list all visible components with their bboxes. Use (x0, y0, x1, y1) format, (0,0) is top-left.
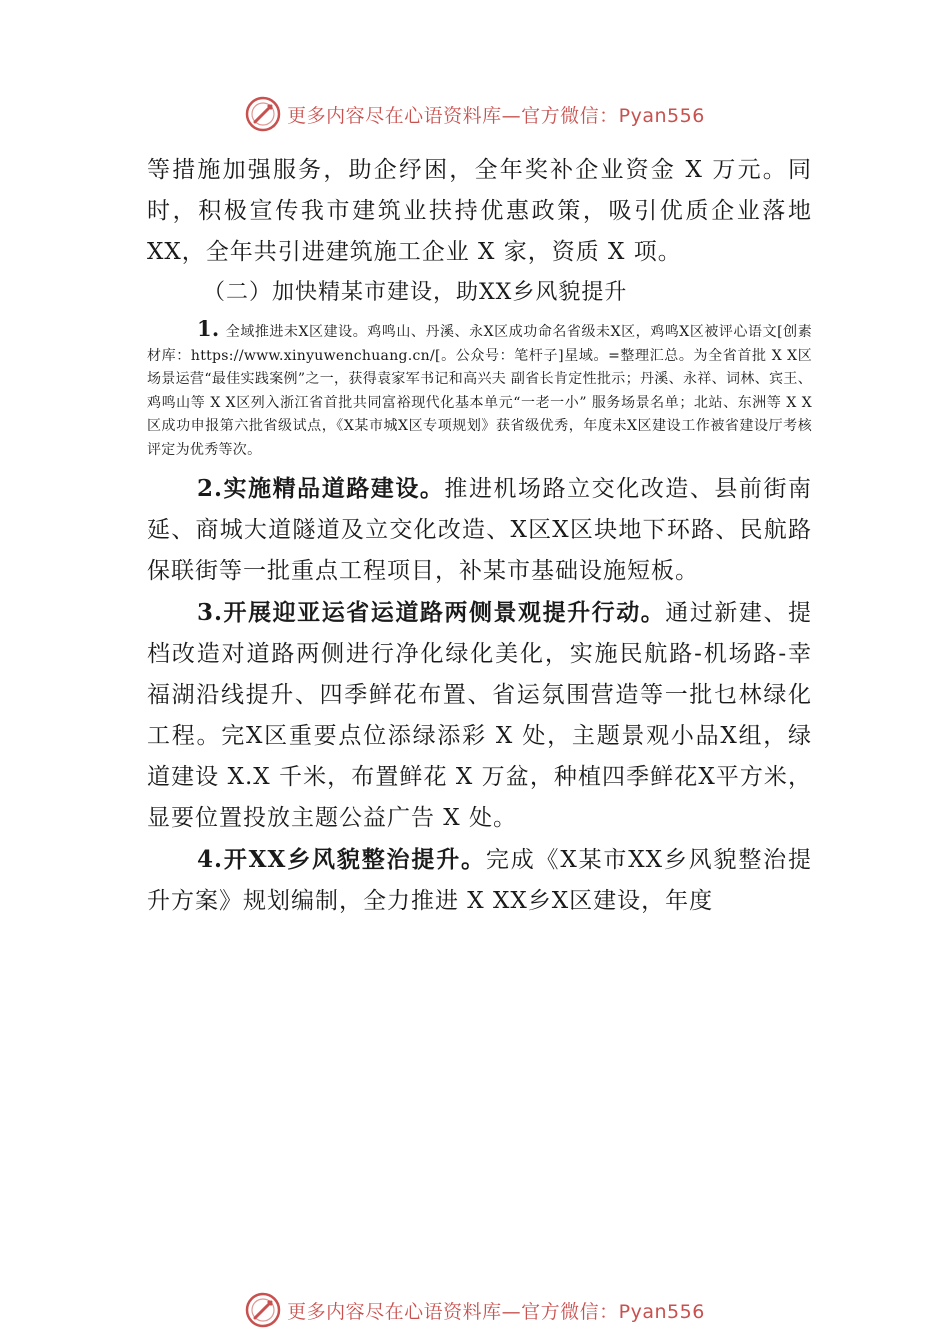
item-1-paragraph (147, 317, 812, 462)
brand-logo-icon (245, 1292, 281, 1328)
section-heading: （二）加快精某市建设，助XX乡风貌提升 (203, 280, 628, 305)
item-2-paragraph (147, 468, 812, 592)
continuation-paragraph: 等措施加强服务，助企纾困，全年奖补企业资金 X 万元。同时，积极宣传我市建筑业扶持优惠政策，吸引优质企业落地 XX，全年共引进建筑施工企业 X 家，资质 X 项。 (147, 157, 812, 265)
item-1-number: 1. (197, 316, 220, 341)
brand-logo-icon (245, 96, 281, 132)
item-4-paragraph (147, 839, 812, 922)
item-2-text: 推进机场路立交化改造、县前街南延、商城大道隧道及立交化改造、X区X区块地下环路、民航路保联街等一批重点工程项目，补某市基础设施短板。 (147, 476, 812, 584)
item-1-text: 全域推进未X区建设。鸡鸣山、丹溪、永X区成功命名省级未X区，鸡鸣X区被评心语文[创素材库：https://www.xinyuwenchuang.cn/[。公众号：笔杆子]星域。=整理汇总。为全省首批 X X区场景运营“最佳实践案例”之一，获得袁家军书记和高兴夫 副省长肯定性批示；丹溪、永祥、词林、宾王、鸡鸣山等 X X区列入浙江省首批共同富裕现代化基本单元“一老一小” 服务场景名单；北站、东洲等 X X区成功申报第六批省级试点，《X某市城X区专项规划》获省级优秀，年度未X区建设工作被省建设厅考核评定为优秀等次。 (147, 324, 812, 458)
item-4-lead: 4.开XX乡风貌整治提升。 (197, 846, 486, 873)
document-body (147, 150, 812, 922)
item-2-lead: 2.实施精品道路建设。 (197, 475, 445, 502)
item-3-paragraph (147, 592, 812, 839)
item-4-text: 完成《X某市XX乡风貌整治提升方案》规划编制，全力推进 X XX乡X区建设，年度 (147, 847, 812, 914)
item-3-lead: 3.开展迎亚运省运道路两侧景观提升行动。 (197, 599, 666, 626)
watermark-banner-bottom (0, 1288, 950, 1332)
watermark-text: 更多内容尽在心语资料库—官方微信：Pyan556 (287, 1300, 705, 1323)
item-3-text: 通过新建、提档改造对道路两侧进行净化绿化美化，实施民航路-机场路-幸福湖沿线提升、四季鲜花布置、省运氛围营造等一批乜林绿化工程。完X区重要点位添绿添彩 X 处，主题景观小品X组，绿道建设 X.X 千米，布置鲜花 X 万盆，种植四季鲜花X平方米，显要位置投放主题公益广告 X 处。 (147, 600, 813, 831)
watermark-text: 更多内容尽在心语资料库—官方微信：Pyan556 (287, 104, 705, 127)
watermark-banner-top (0, 92, 950, 136)
